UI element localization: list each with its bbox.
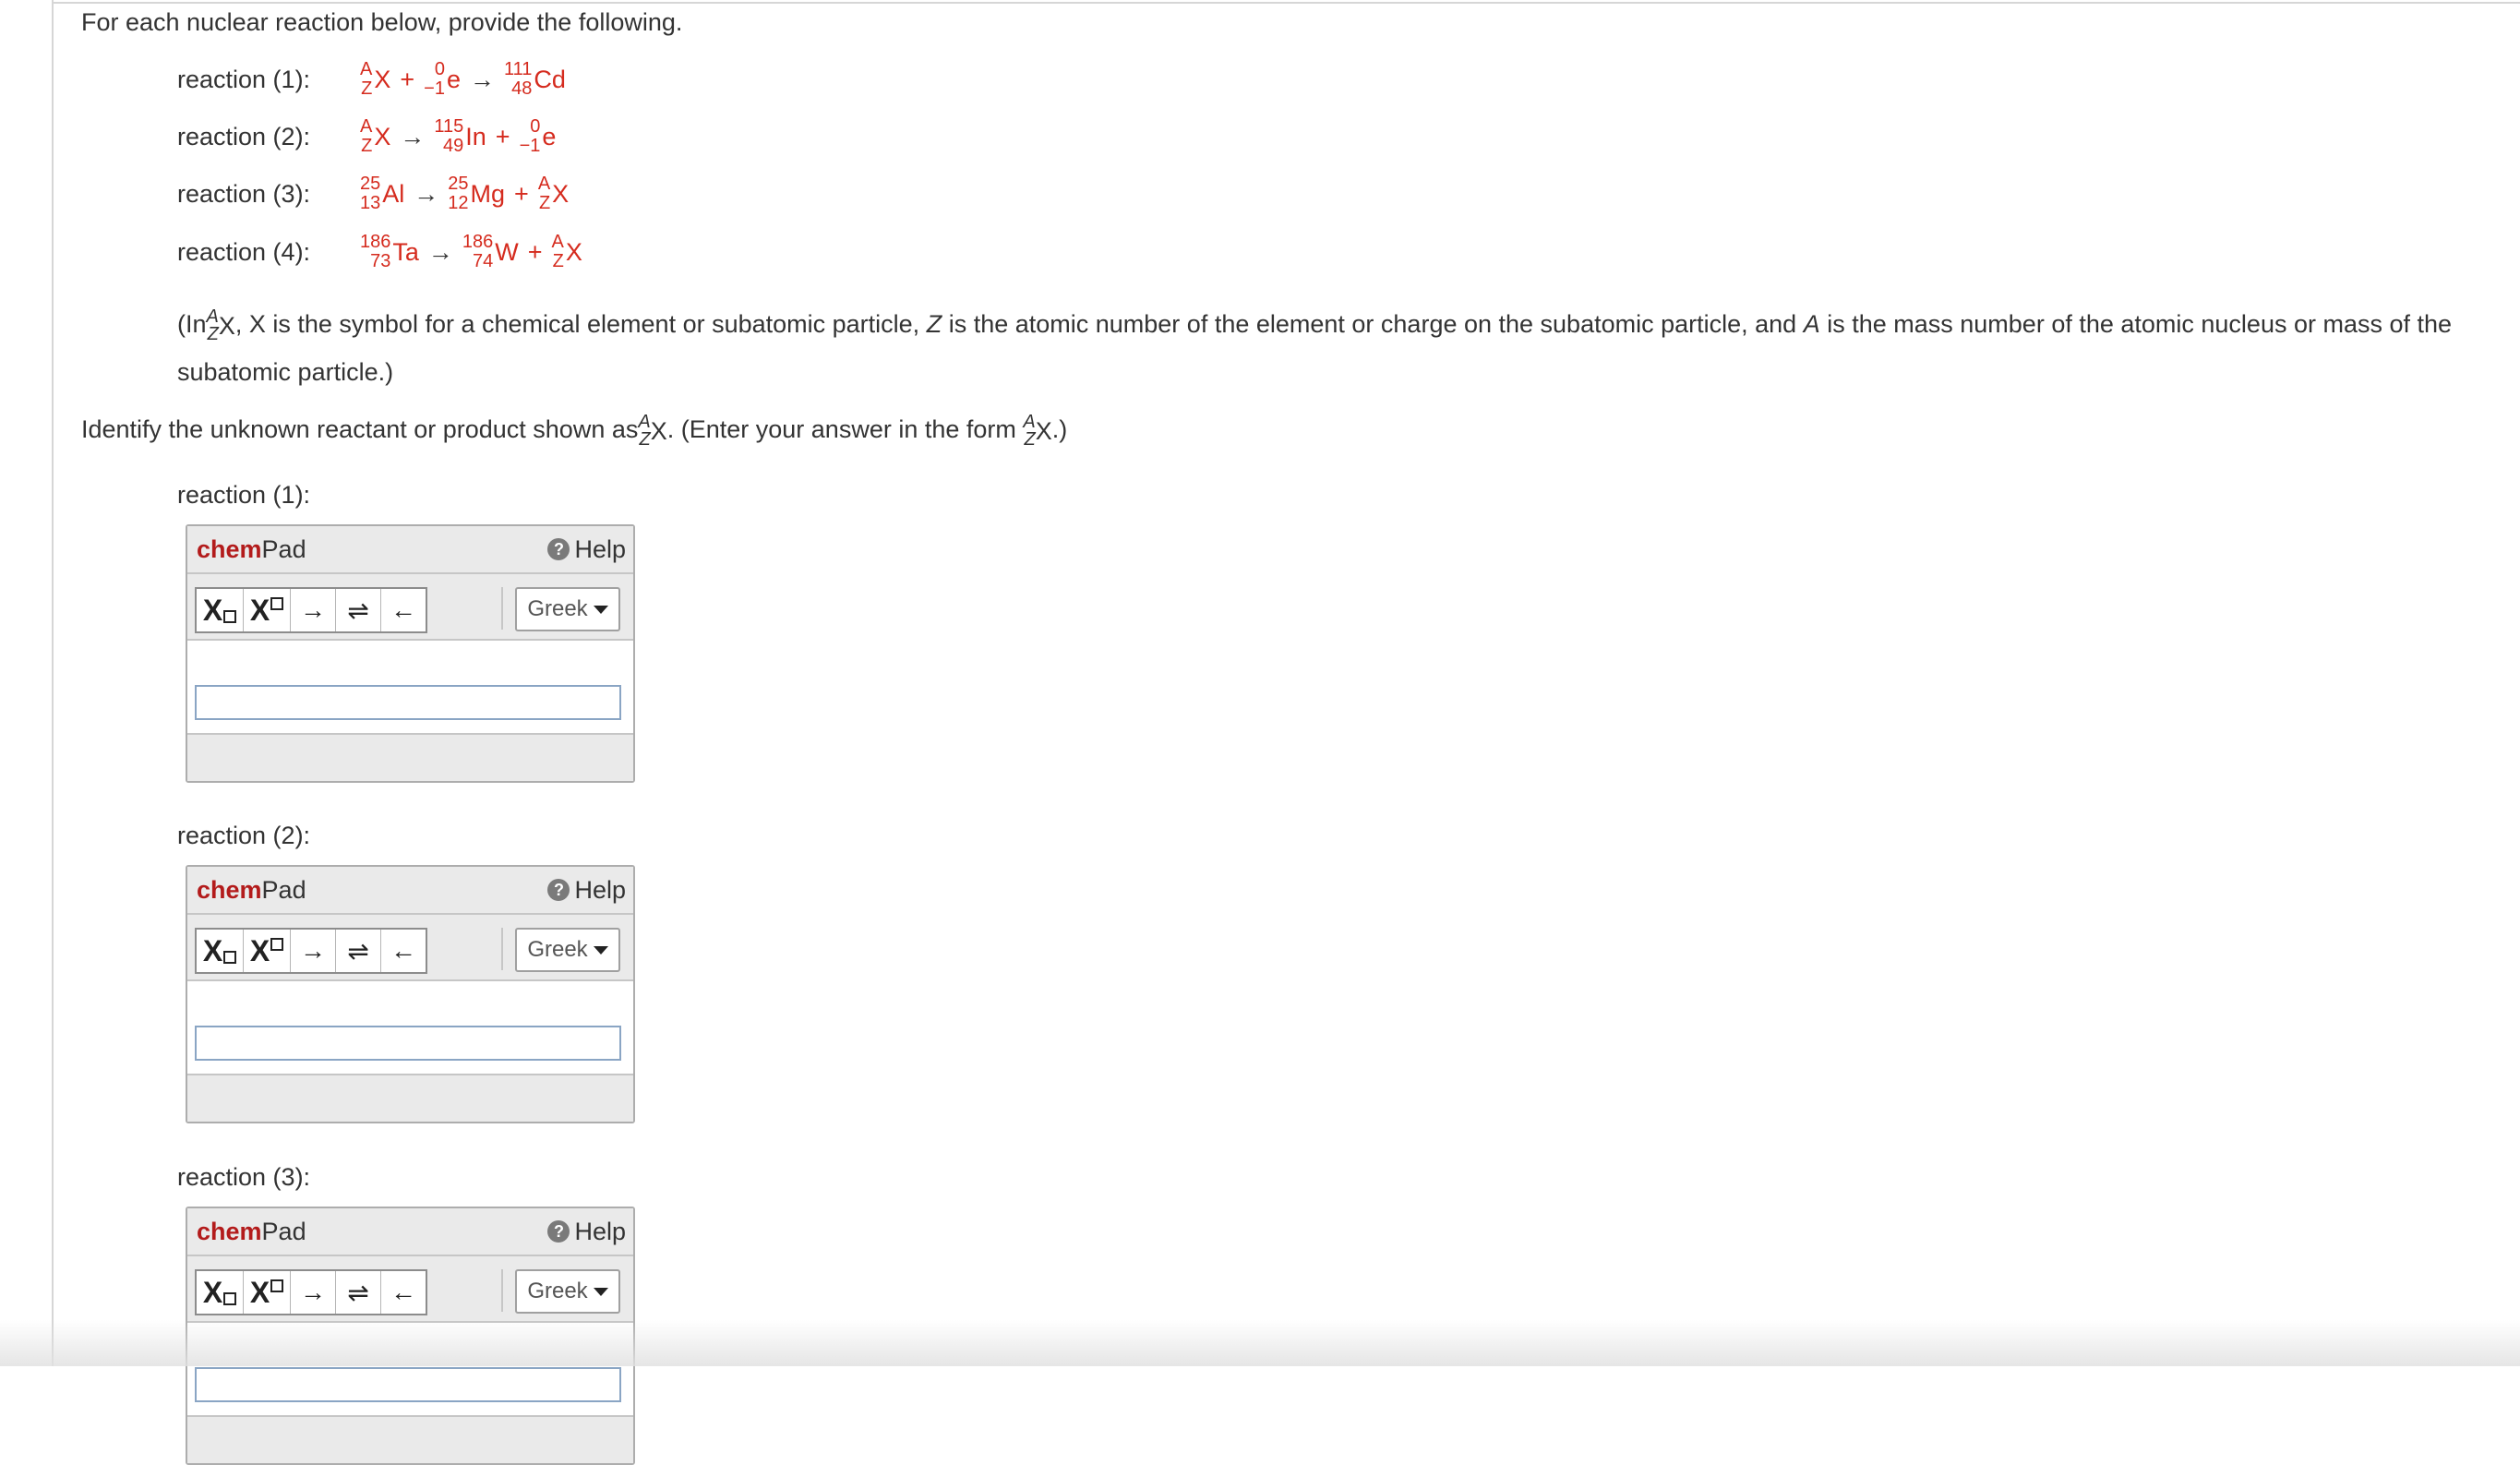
subscript-button[interactable]: X <box>197 1271 244 1314</box>
chempad-toolbar <box>187 574 633 641</box>
atomic-number: 13 <box>360 193 381 213</box>
top-border <box>52 2 2520 4</box>
formatting-buttons <box>195 587 427 633</box>
reaction-arrow: → <box>469 65 495 93</box>
reaction-arrow: → <box>414 179 439 208</box>
superscript-box-icon <box>270 938 283 951</box>
caret-down-icon <box>594 946 608 955</box>
right-arrow-button[interactable]: → <box>291 1271 336 1314</box>
nuclide <box>520 117 557 156</box>
answer-input[interactable] <box>195 1367 621 1402</box>
right-arrow-button[interactable]: → <box>291 589 336 631</box>
nuclide <box>424 60 461 99</box>
mass-number: 186 <box>360 232 391 252</box>
element-symbol: Mg <box>470 179 506 208</box>
intro-text: For each nuclear reaction below, provide the following. <box>81 8 683 36</box>
mass-number: 25 <box>360 174 381 194</box>
plus-sign: + <box>495 122 510 150</box>
formatting-buttons <box>195 928 427 974</box>
superscript-button[interactable]: X <box>244 930 291 972</box>
chempad-body <box>187 641 633 733</box>
element-symbol: X <box>565 237 582 266</box>
chempad-title: chemPad <box>197 1217 306 1245</box>
subscript-button[interactable]: X <box>197 930 244 972</box>
chempad-header <box>187 526 633 574</box>
greek-dropdown[interactable]: Greek <box>515 928 620 972</box>
nuclide-notation: A Z X <box>206 306 235 344</box>
mass-number: A <box>360 116 373 137</box>
greek-dropdown[interactable]: Greek <box>515 587 620 631</box>
toolbar-divider <box>501 587 503 630</box>
reaction-equation <box>360 168 569 220</box>
help-button[interactable]: ? Help <box>547 535 626 564</box>
mass-number: A <box>537 174 551 194</box>
nuclide <box>448 174 505 213</box>
mass-number: A <box>551 232 564 252</box>
atomic-number: Z <box>361 78 373 99</box>
chempad-header <box>187 867 633 915</box>
nuclide <box>434 117 486 156</box>
answer-input[interactable] <box>195 685 621 720</box>
left-arrow-button[interactable]: ← <box>390 1278 416 1306</box>
left-border <box>52 0 54 1366</box>
equilibrium-arrow-button[interactable]: ⇌ <box>336 1271 381 1314</box>
nuclide-notation: A Z X <box>638 411 667 450</box>
plus-sign: + <box>527 237 543 266</box>
answer-input[interactable] <box>195 1026 621 1061</box>
atomic-number: 12 <box>448 193 469 213</box>
chempad-body <box>187 981 633 1074</box>
right-arrow-button[interactable]: → <box>291 930 336 972</box>
chempad <box>186 1207 635 1465</box>
atomic-number: −1 <box>424 78 445 99</box>
nuclide <box>360 60 390 99</box>
formatting-buttons <box>195 1269 427 1315</box>
chempad-toolbar <box>187 915 633 981</box>
chempad <box>186 524 635 783</box>
reaction-equation <box>360 54 566 105</box>
element-symbol: X <box>374 122 391 150</box>
atomic-number: 49 <box>443 136 464 156</box>
caret-down-icon <box>594 1288 608 1296</box>
answer-label: reaction (1): <box>177 481 311 509</box>
greek-dropdown[interactable]: Greek <box>515 1269 620 1314</box>
mass-number: 111 <box>503 59 533 79</box>
superscript-button[interactable]: X <box>244 589 291 631</box>
element-symbol: X <box>552 179 570 208</box>
superscript-button[interactable]: X <box>244 1271 291 1314</box>
element-symbol: X <box>374 65 391 93</box>
mass-number: 115 <box>434 116 464 137</box>
chempad-footer <box>187 1415 633 1463</box>
chempad-toolbar <box>187 1256 633 1323</box>
chempad-header <box>187 1208 633 1256</box>
reaction-label: reaction (4): <box>177 238 311 266</box>
atomic-number: 73 <box>370 251 391 271</box>
element-symbol: In <box>465 122 486 150</box>
nuclide <box>360 117 390 156</box>
help-button[interactable]: ? Help <box>547 876 626 905</box>
explanation-paragraph: (In A Z X , X is the symbol for a chemical element or subatomic particle, Z is the atomic number of the element or charge on the subatomic particle, and A is the mass number of the atomic nucleus or mass of the subatomic particle.) <box>177 301 2466 395</box>
nuclide <box>538 174 569 213</box>
left-arrow-button[interactable]: ← <box>390 595 416 624</box>
nuclide <box>504 60 566 99</box>
atomic-number: Z <box>361 136 373 156</box>
answer-label: reaction (2): <box>177 822 311 849</box>
reaction-equation <box>360 226 582 278</box>
identify-instruction: Identify the unknown reactant or product shown as A Z X . (Enter your answer in the form A Z X .) <box>81 411 1068 450</box>
subscript-button[interactable]: X <box>197 589 244 631</box>
reaction-arrow: → <box>400 122 426 150</box>
caret-down-icon <box>594 606 608 614</box>
help-icon: ? <box>547 1220 570 1243</box>
reaction-label: reaction (3): <box>177 180 311 208</box>
nuclide <box>462 233 519 271</box>
element-symbol: e <box>446 65 461 93</box>
chempad-body <box>187 1323 633 1415</box>
superscript-box-icon <box>270 597 283 610</box>
atomic-number: 74 <box>473 251 494 271</box>
chempad-title: chemPad <box>197 534 306 563</box>
mass-number: 0 <box>434 59 445 79</box>
subscript-box-icon <box>223 951 236 964</box>
element-symbol: W <box>495 237 519 266</box>
atomic-number: Z <box>538 193 551 213</box>
help-icon: ? <box>547 538 570 560</box>
element-symbol: Ta <box>392 237 419 266</box>
reaction-equation <box>360 111 556 162</box>
toolbar-divider <box>501 1269 503 1312</box>
mass-number: 186 <box>462 232 494 252</box>
chempad <box>186 865 635 1123</box>
chempad-footer <box>187 733 633 781</box>
plus-sign: + <box>514 179 529 208</box>
reaction-label: reaction (1): <box>177 66 311 93</box>
mass-number: 0 <box>530 116 541 137</box>
subscript-box-icon <box>223 610 236 623</box>
element-symbol: Cd <box>534 65 566 93</box>
equilibrium-arrow-button[interactable]: ⇌ <box>336 930 381 972</box>
subscript-box-icon <box>223 1292 236 1305</box>
mass-number: A <box>360 59 373 79</box>
nuclide <box>552 233 582 271</box>
element-symbol: e <box>542 122 557 150</box>
mass-number: 25 <box>448 174 469 194</box>
toolbar-divider <box>501 928 503 970</box>
nuclide <box>360 233 419 271</box>
atomic-number: 48 <box>511 78 533 99</box>
reaction-label: reaction (2): <box>177 123 311 150</box>
help-icon: ? <box>547 879 570 901</box>
atomic-number: −1 <box>519 136 541 156</box>
chempad-footer <box>187 1074 633 1122</box>
help-button[interactable]: ? Help <box>547 1218 626 1246</box>
nuclide-notation: A Z X <box>1023 411 1052 450</box>
plus-sign: + <box>400 65 415 93</box>
nuclide <box>360 174 404 213</box>
equilibrium-arrow-button[interactable]: ⇌ <box>336 589 381 631</box>
left-arrow-button[interactable]: ← <box>390 936 416 965</box>
reaction-arrow: → <box>427 237 453 266</box>
chempad-title: chemPad <box>197 875 306 904</box>
superscript-box-icon <box>270 1279 283 1292</box>
answer-label: reaction (3): <box>177 1163 311 1191</box>
atomic-number: Z <box>552 251 564 271</box>
element-symbol: Al <box>382 179 405 208</box>
